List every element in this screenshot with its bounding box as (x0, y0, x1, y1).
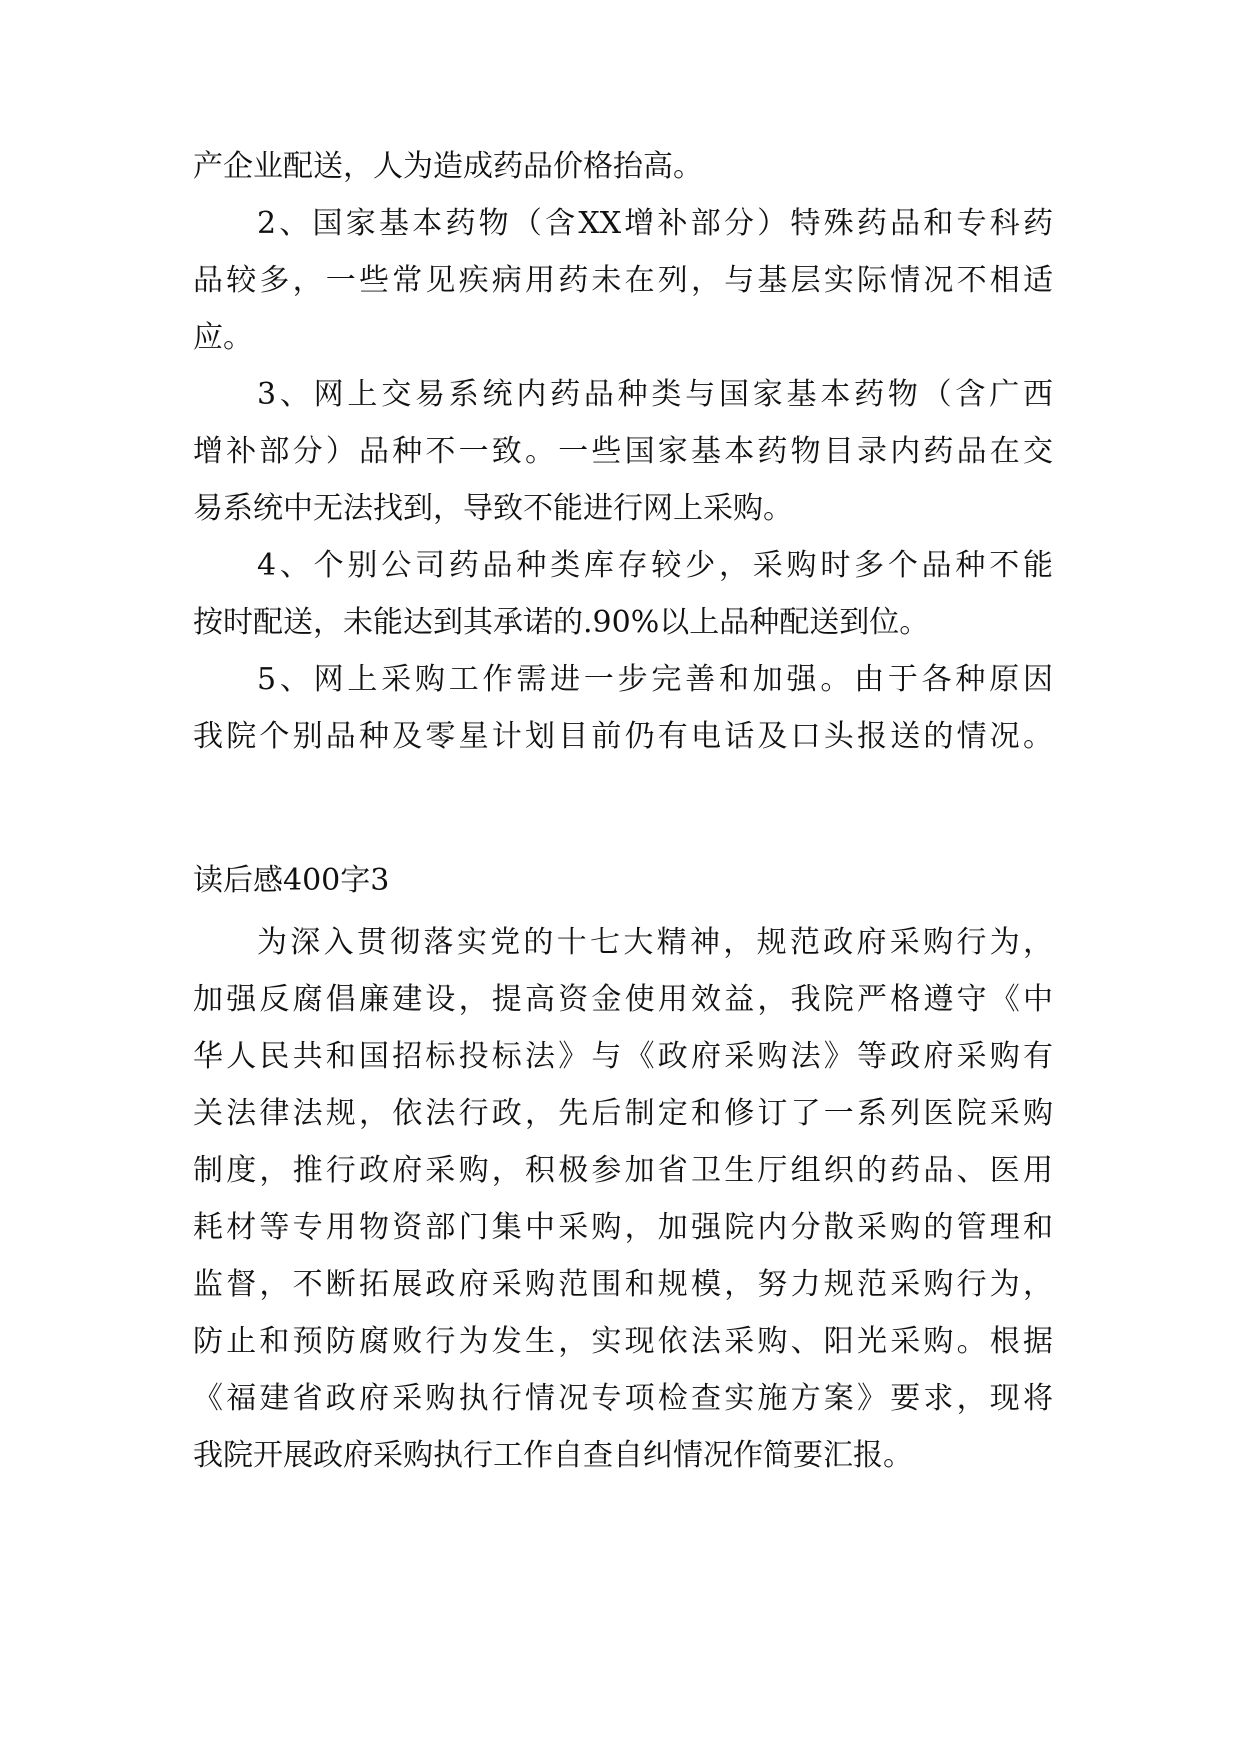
section-heading (193, 852, 1053, 909)
text-line: 按时配送，未能达到其承诺的.90%以上品种配送到位。 (193, 605, 930, 640)
text-line: 制度，推行政府采购，积极参加省卫生厅组织的药品、医用 (193, 1153, 1053, 1188)
text-line: 监督，不断拓展政府采购范围和规模，努力规范采购行为， (193, 1267, 1053, 1302)
text-line: 加强反腐倡廉建设，提高资金使用效益，我院严格遵守《中 (193, 982, 1053, 1017)
text-line: 耗材等专用物资部门集中采购，加强院内分散采购的管理和 (193, 1210, 1053, 1245)
text-line: 产企业配送，人为造成药品价格抬高。 (193, 149, 703, 184)
text-line: 华人民共和国招标投标法》与《政府采购法》等政府采购有 (193, 1039, 1053, 1074)
text-line: 关法律法规，依法行政，先后制定和修订了一系列医院采购 (193, 1096, 1053, 1131)
section-2-text (193, 914, 1053, 1484)
text-line: 4、个别公司药品种类库存较少，采购时多个品种不能 (257, 548, 1053, 583)
text-line: 增补部分）品种不一致。一些国家基本药物目录内药品在交 (193, 434, 1053, 469)
text-line: 为深入贯彻落实党的十七大精神，规范政府采购行为， (257, 925, 1053, 960)
text-line: 应。 (193, 320, 253, 355)
text-line: 防止和预防腐败行为发生，实现依法采购、阳光采购。根据 (193, 1324, 1053, 1359)
section-1-text (193, 138, 1053, 765)
text-line: 易系统中无法找到，导致不能进行网上采购。 (193, 491, 793, 526)
text-line: 我院个别品种及零星计划目前仍有电话及口头报送的情况。 (193, 719, 1053, 754)
text-line: 《福建省政府采购执行情况专项检查实施方案》要求，现将 (193, 1381, 1053, 1416)
text-line: 我院开展政府采购执行工作自查自纠情况作简要汇报。 (193, 1438, 913, 1473)
text-line: 品较多，一些常见疾病用药未在列，与基层实际情况不相适 (193, 263, 1053, 298)
text-line: 2、国家基本药物（含XX增补部分）特殊药品和专科药 (257, 206, 1053, 241)
text-line: 5、网上采购工作需进一步完善和加强。由于各种原因 (257, 662, 1053, 697)
text-line: 3、网上交易系统内药品种类与国家基本药物（含广西 (257, 377, 1053, 412)
heading-text: 读后感400字3 (193, 863, 390, 898)
